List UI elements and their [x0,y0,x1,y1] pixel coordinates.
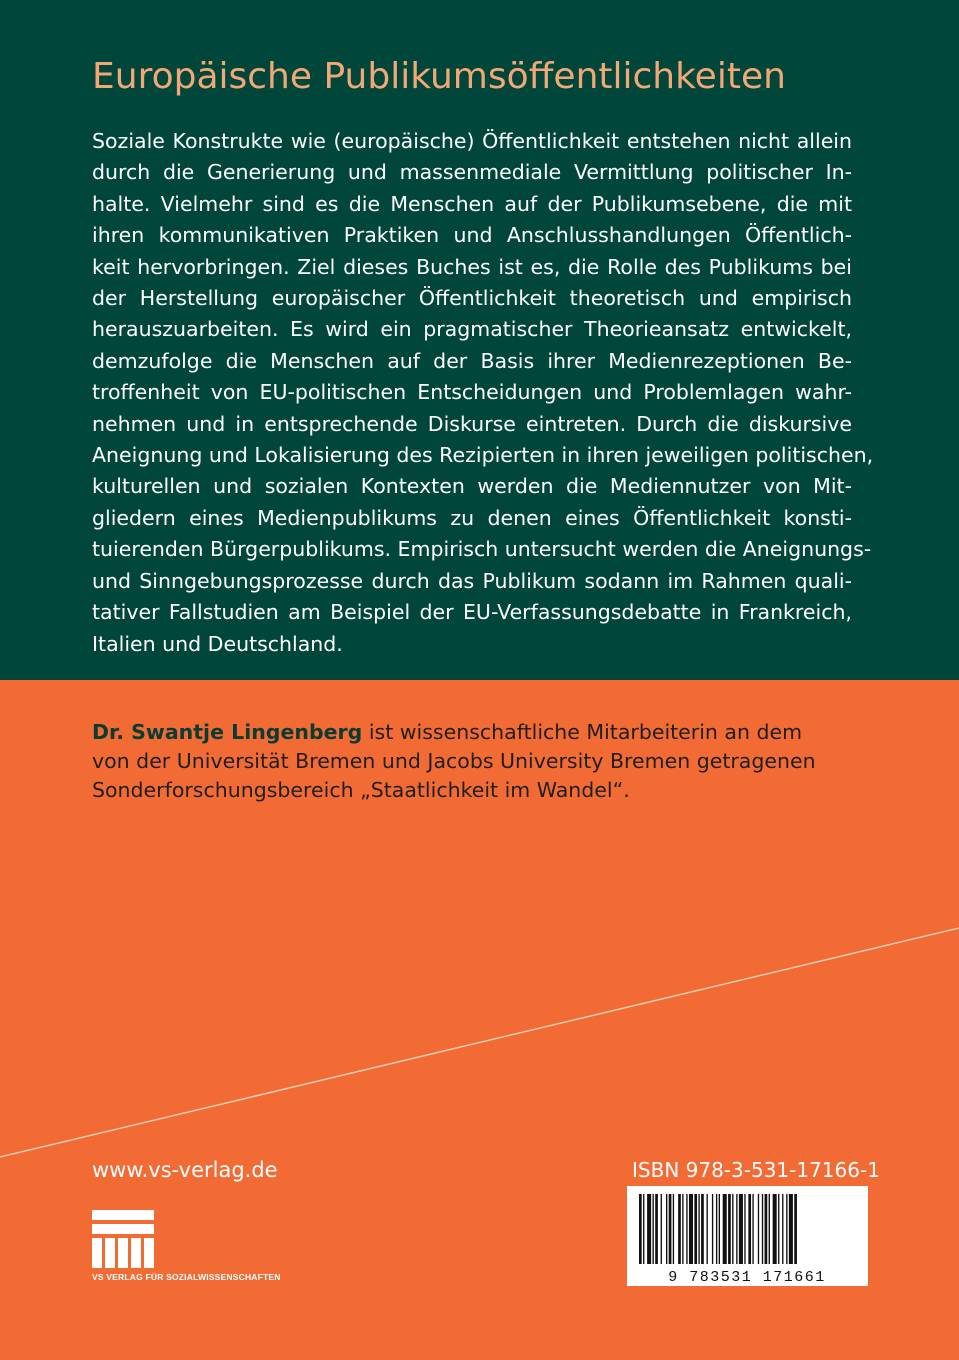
description-line: und Sinngebungsprozesse durch das Publikum sodann im Rahmen quali- [92,568,852,593]
barcode-bar [689,1194,693,1264]
barcode-bar [748,1194,751,1264]
barcode-bar [736,1194,737,1264]
barcode-bar [655,1194,658,1264]
description-line: Aneignung und Lokalisierung des Rezipierten in ihren jeweiligen politischen, [92,443,874,468]
barcode-bar [778,1194,779,1264]
isbn-barcode [627,1186,868,1286]
book-title: Europäische Publikumsöffentlichkeiten [92,56,786,97]
barcode-bar [773,1194,777,1264]
description-line: herauszuarbeiten. Es wird ein pragmatischer Theorieansatz entwickelt, [92,317,852,342]
description-line: troffenheit von EU-politischen Entscheidungen und Problemlagen wahr- [92,380,852,405]
description-line: tativer Fallstudien am Beispiel der EU-Verfassungsdebatte in Frankreich, [92,600,852,625]
description-line: keit hervorbringen. Ziel dieses Buches ist es, die Rolle des Publikums bei [92,254,852,279]
barcode-bar [789,1194,793,1264]
author-bio-line: von der Universität Bremen und Jacobs University Bremen getragenen [92,749,816,773]
barcode-bar [698,1194,699,1264]
barcode-bar [686,1194,687,1264]
barcode-bar [744,1194,745,1264]
description-line: der Herstellung europäischer Öffentlichkeit theoretisch und empirisch [92,286,852,311]
barcode-bar [786,1194,787,1264]
barcode-bar [765,1194,768,1264]
description-line: durch die Generierung und massenmediale Vermittlung politischer In- [92,160,852,185]
barcode-bar [762,1194,763,1264]
barcode-bar [794,1194,797,1264]
description-line: tuierenden Bürgerpublikums. Empirisch untersucht werden die Aneignungs- [92,537,872,562]
barcode-bar [669,1194,672,1264]
publisher-website-link[interactable]: www.vs-verlag.de [92,1158,278,1182]
barcode-bar [666,1194,667,1264]
description-line: gliedern eines Medienpublikums zu denen eines Öffentlichkeit konsti- [92,505,852,530]
barcode-bar [782,1194,783,1264]
barcode-bar [661,1194,662,1264]
publisher-logo-icon [92,1210,332,1270]
barcode-bar [647,1194,651,1264]
barcode-bar [719,1194,720,1264]
barcode-bar [723,1194,727,1264]
barcode-bar [712,1194,713,1264]
barcode-bars [627,1186,868,1286]
barcode-bar [758,1194,759,1264]
barcode-bar [728,1194,731,1264]
barcode-bar [732,1194,733,1264]
barcode-bar [673,1194,674,1264]
description-line: Soziale Konstrukte wie (europäische) Öffentlichkeit entstehen nicht allein [92,129,852,153]
barcode-bar [739,1194,743,1264]
barcode-bar [682,1194,683,1264]
description-line: kulturellen und sozialen Kontexten werden die Mediennutzer von Mit- [92,474,852,499]
author-bio-text: ist wissenschaftliche Mitarbeiterin an dem [362,720,803,744]
isbn-label: ISBN 978-3-531-17166-1 [632,1158,880,1182]
barcode-bar [701,1194,704,1264]
description-line: Italien und Deutschland. [92,631,343,656]
description-line: halte. Vielmehr sind es die Menschen auf der Publikumsebene, die mit [92,191,852,216]
description-line: nehmen und in entsprechende Diskurse eintreten. Durch die diskursive [92,411,852,436]
publisher-logo-text: VS VERLAG FÜR SOZIALWISSENSCHAFTEN [92,1272,281,1282]
author-name: Dr. Swantje Lingenberg [92,720,363,744]
barcode-bar [752,1194,753,1264]
barcode-bar [643,1194,644,1264]
barcode-bar [707,1194,708,1264]
description-line: ihren kommunikativen Praktiken und Anschlusshandlungen Öffentlich- [92,223,852,248]
author-bio-line: Sonderforschungsbereich „Staatlichkeit im Wandel“. [92,778,630,802]
barcode-bar [678,1194,681,1264]
barcode-bar [694,1194,697,1264]
barcode-bar [716,1194,717,1264]
barcode-digits: 9 783531 171661 [668,1269,826,1286]
barcode-bar [653,1194,654,1264]
publisher-logo [92,1210,332,1290]
barcode-bar [639,1194,642,1264]
description-line: demzufolge die Menschen auf der Basis ihrer Medienrezeptionen Be- [92,348,852,373]
barcode-bar [769,1194,770,1264]
